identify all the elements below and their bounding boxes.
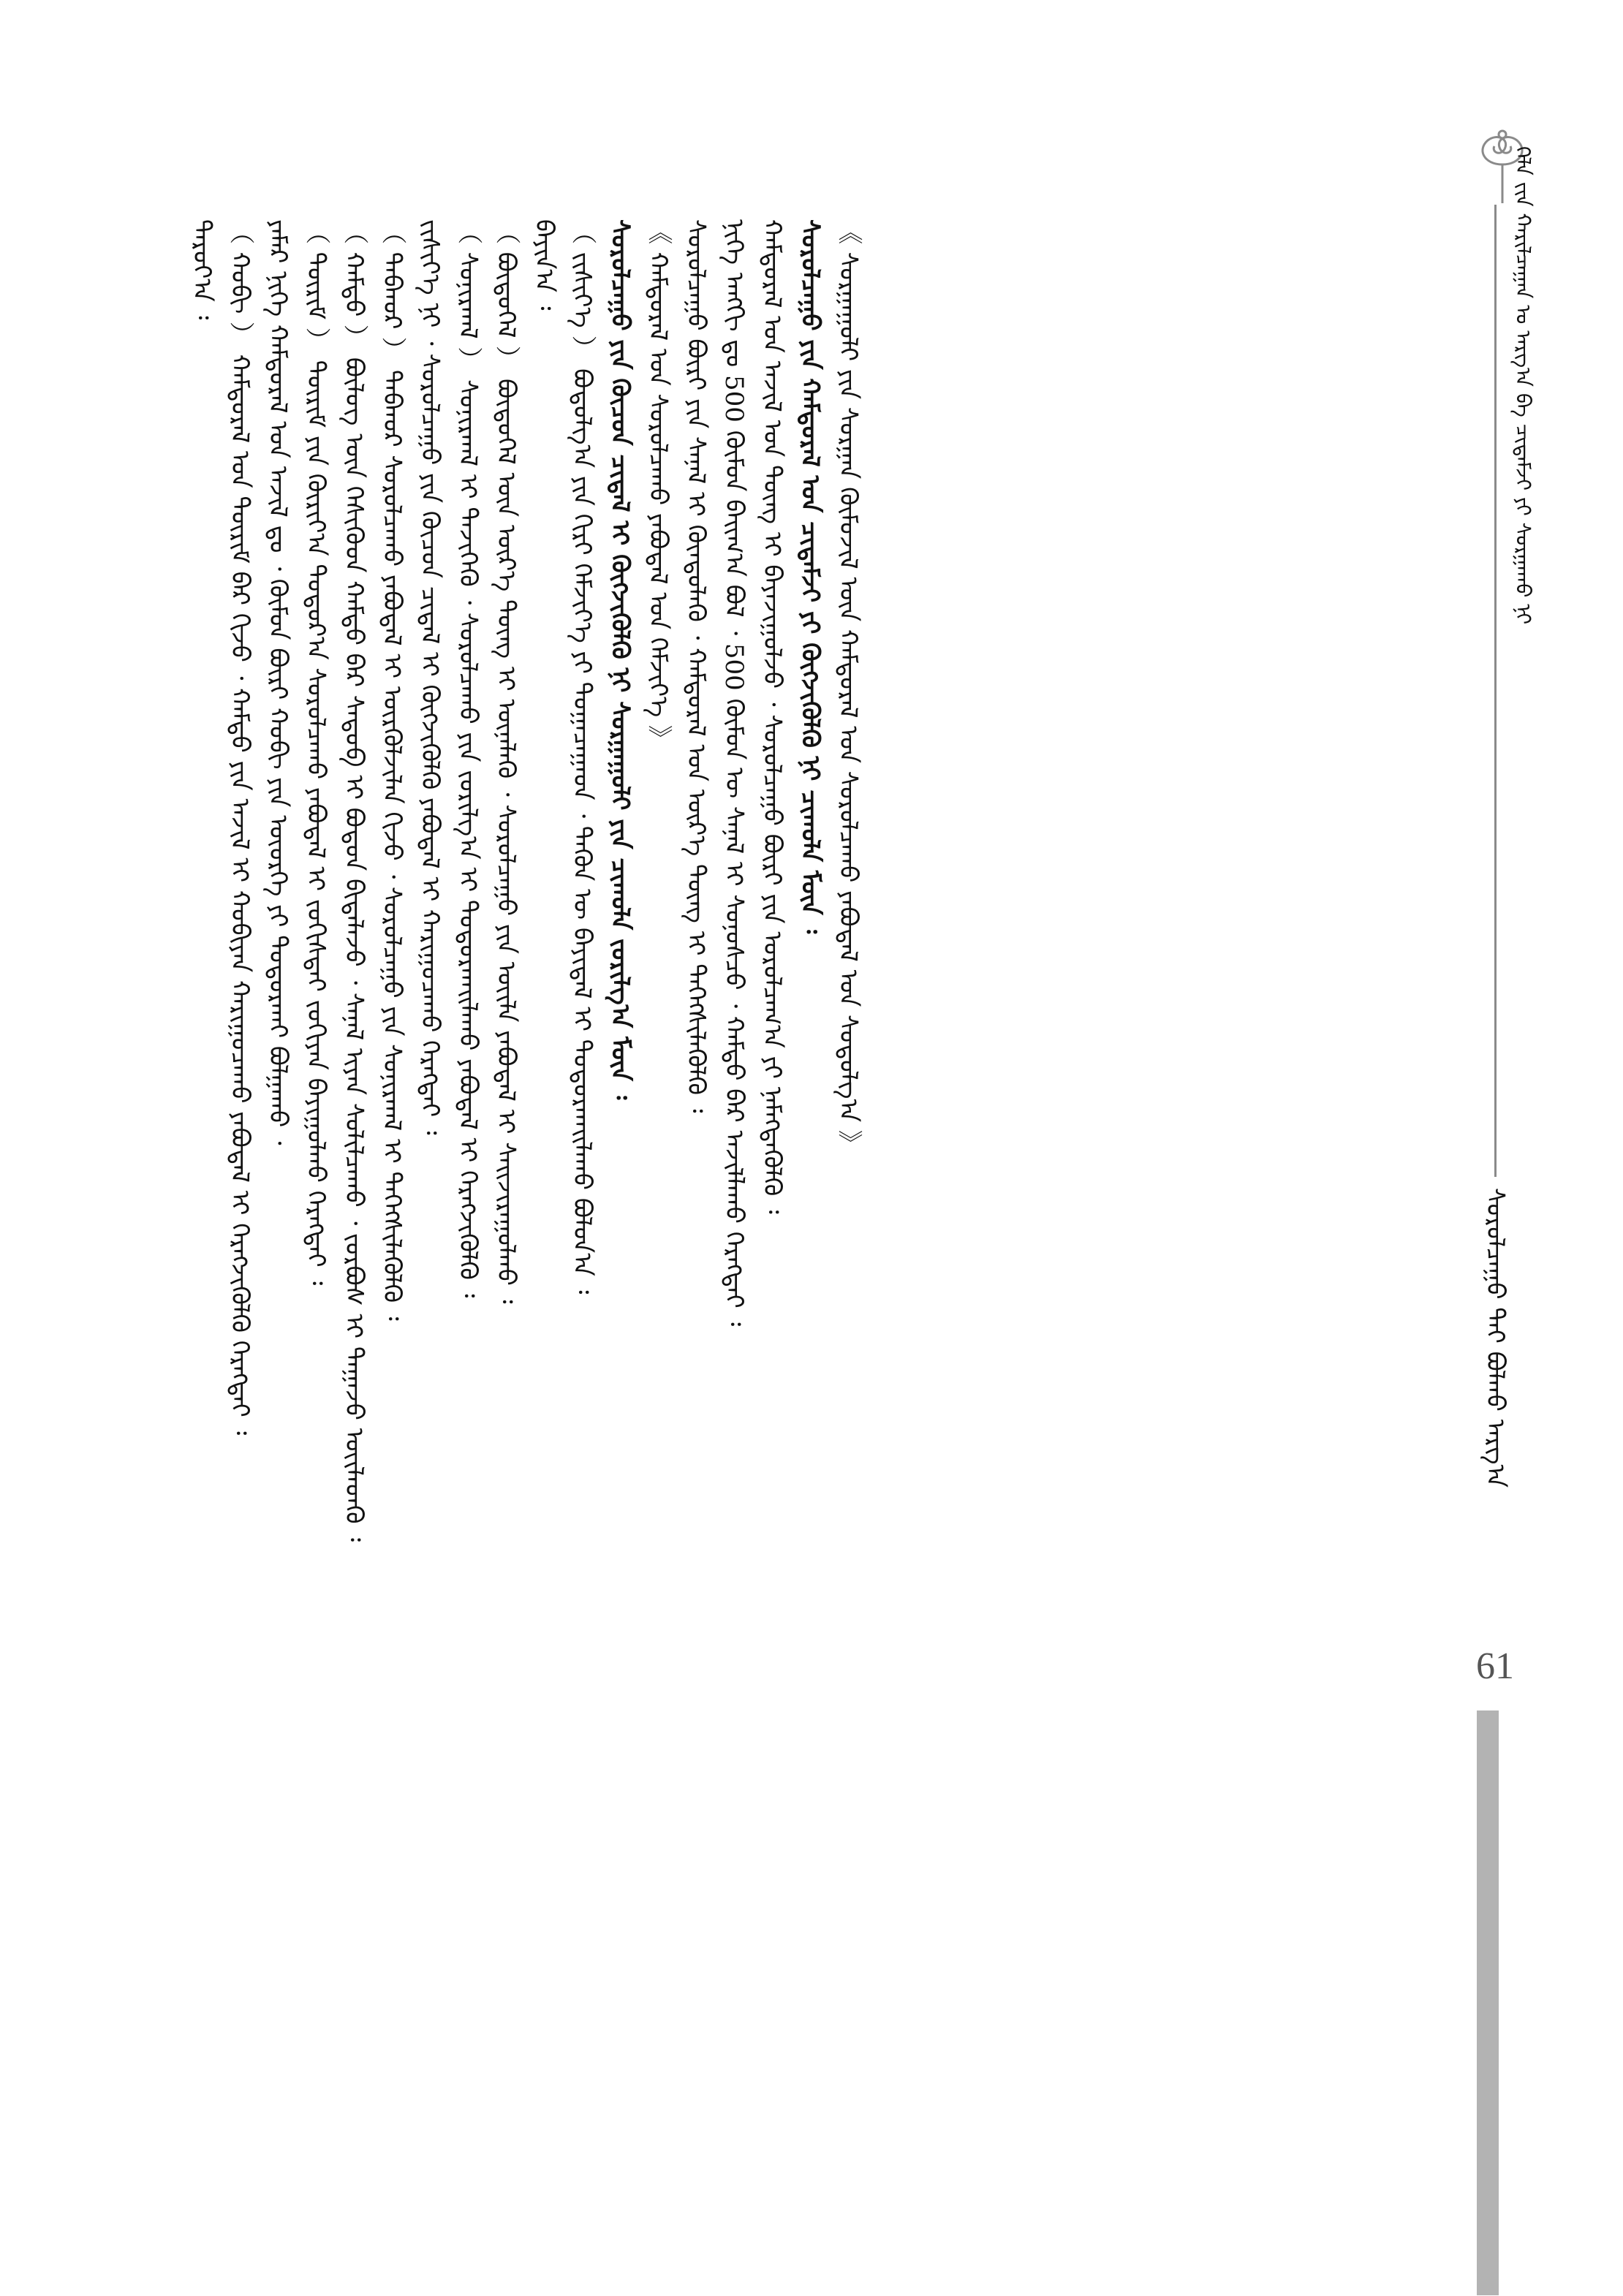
- page-edge-bar: [1477, 1710, 1499, 2295]
- text-column: ᠵᠢᠱᠢᠶ᠎ᠡ ᠨᠢ ᠂ ᠰᠤᠷᠤᠯᠴᠠᠭᠤ ᠶᠢᠨ ᠬᠦᠴᠦᠨ ᠴᠢᠳᠠᠯ ᠢ ᠬᠦᠭᠵᠢᠭᠦᠯᠬᠦ ᠶᠠᠪᠤᠳᠠᠯ ᠢ ᠬᠠᠷᠢᠭᠤᠴᠠᠬᠤ ᠬᠡᠷᠡᠭᠲᠡᠢ ᠄: [415, 219, 444, 1135]
- running-header-subtitle: ᠬᠡᠯᠡ ᠵᠢᠨ ᠬᠠᠷᠢᠯᠴᠠᠭᠠᠨ ᠤ ᠠᠷᠭ᠎ᠠ ᠪᠠ ᠴᠢᠳᠠᠮᠵᠢ ᠶᠢ ᠰᠤᠷᠭᠠᠬᠤ ᠨᠢ: [1511, 146, 1535, 625]
- text-column: （ ᠳᠠᠪᠬᠤᠷ ） ᠳᠠᠪᠬᠤᠷ ᠰᠤᠷᠤᠯᠴᠠᠬᠤ ᠶᠠᠪᠤᠳᠠᠯ ᠢ ᠦᠷᠭᠦᠯᠵᠢᠯᠡᠨ ᠬᠢᠵᠦ ᠂ ᠰᠤᠷᠤᠯᠴᠠᠭᠤ ᠶᠢᠨ ᠰᠣᠨᠢᠷᠬᠠᠯ ᠢ ᠳᠡᠭᠡᠭᠰᠢᠯᠡᠭᠦᠯᠬᠦ ᠄: [377, 219, 406, 1321]
- text-column: 《 ᠬᠠᠮᠲᠤᠷᠠᠯ ᠤᠨ ᠰᠤᠷᠤᠯᠴᠠᠬᠤ ᠶᠠᠪᠤᠳᠠᠯ ᠤᠨ ᠬᠡᠮᠵᠢᠶ᠎ᠡ 》: [643, 219, 673, 751]
- text-column: ᠶᠠᠮᠠᠷ ᠨᠢᠭᠡ ᠬᠠᠮᠲᠤᠷᠠᠯ ᠤᠨ ᠠᠵᠢᠯ ᠳᠤ ᠂ ᠬᠦᠮᠦᠨ ᠪᠦᠷᠢ ᠬᠤᠪᠢ ᠶᠢᠨ ᠦᠦᠷᠭᠡ ᠶᠢ ᠲᠣᠳᠣᠷᠬᠠᠢ ᠪᠣᠯᠭᠠᠬᠤ ᠂: [263, 219, 292, 1145]
- text-column: 《 ᠰᠤᠷᠭᠠᠭᠤᠯᠢ ᠶᠢᠨ ᠰᠤᠷᠭᠠᠨ ᠬᠦᠮᠦᠵᠢᠯ ᠦᠨ ᠬᠠᠮᠲᠤᠷᠠᠯ ᠤᠨ ᠰᠤᠷᠤᠯᠴᠠᠬᠤ ᠶᠠᠪᠤᠳᠠᠯ ᠤᠨ ᠰᠤᠳᠤᠯᠭ᠎ᠠ 》: [833, 219, 863, 1155]
- text-column: ᠰᠤᠷᠤᠯᠴᠠᠭᠤ ᠶᠢᠨ ᠬᠦᠴᠦᠨ ᠴᠢᠳᠠᠯ ᠢ ᠬᠦᠭᠵᠢᠭᠦᠯᠬᠦ ᠨᠢ ᠰᠤᠷᠭᠠᠭᠤᠯᠢ ᠶᠢᠨ ᠴᠢᠬᠤᠯᠠ ᠵᠣᠷᠢᠯᠭ᠎ᠠ ᠮᠥᠨ ᠄: [605, 219, 635, 1100]
- page-number: 61: [1476, 1645, 1514, 1687]
- text-column: ᠰᠤᠷᠤᠯᠴᠠᠭᠤ ᠪᠦᠷᠢ ᠶᠢᠨ ᠰᠠᠨᠠᠯ ᠢ ᠬᠦᠨᠳᠦᠯᠡᠬᠦ ᠂ ᠬᠠᠮᠲᠤᠷᠠᠯ ᠤᠨ ᠦᠷ᠎ᠡ ᠳᠦᠩ ᠢ ᠳᠡᠭᠡᠭᠰᠢᠯᠡᠭᠦᠯᠬᠦ ᠄: [681, 219, 711, 1113]
- text-column: ᠬᠠᠮᠲᠤᠷᠠᠯ ᠤᠨ ᠠᠵᠢᠯ ᠤᠨ ᠳᠦᠩ ᠢ ᠪᠠᠶᠠᠵᠢᠭᠤᠯᠵᠤ ᠂ ᠰᠤᠷᠤᠯᠴᠠᠭᠤ ᠪᠦᠷᠢ ᠶᠢᠨ ᠣᠷᠤᠯᠴᠠᠭ᠎ᠠ ᠶᠢ ᠨᠡᠮᠡᠭᠳᠡᠭᠦᠯᠬᠦ ᠄: [757, 219, 787, 1214]
- text-column: （ ᠬᠤᠪᠢ ） ᠬᠠᠮᠲᠤᠷᠠᠯ ᠤᠨ ᠳᠦᠷᠢᠮ ᠪᠠᠷ ᠬᠢᠵᠦ ᠂ ᠬᠠᠮᠲᠤ ᠶᠢᠨ ᠠᠵᠢᠯ ᠢ ᠬᠤᠪᠢᠶᠠᠨ ᠬᠠᠷᠢᠭᠤᠴᠠᠬᠤ ᠶᠠᠪᠤᠳᠠᠯ ᠢ ᠬᠡᠷᠡᠭᠵᠢᠭᠦᠯᠬᠦ ᠬᠡᠷᠡᠭᠲᠡᠢ ᠄: [225, 219, 254, 1436]
- body-text: [183, 219, 1396, 1849]
- text-column: （ ᠵᠢᠱᠢᠶ᠎ᠡ ） ᠪᠣᠳᠣᠯᠭ᠎ᠠ ᠶᠢᠨ ᠬᠢᠷᠢ ᠬᠡᠮᠵᠢᠶ᠎ᠡ ᠶᠢ ᠲᠣᠭᠠᠴᠠᠭᠠᠳ ᠂ ᠲᠡᠭᠦᠨ ᠦ ᠪᠠᠶᠢᠳᠠᠯ ᠢ ᠲᠣᠳᠣᠷᠬᠠᠢᠯᠠᠬᠤ ᠪᠣᠯᠣᠨ᠎ᠠ ᠄: [567, 219, 597, 1295]
- text-column: ᠰᠤᠷᠤᠯᠴᠠᠭᠤ ᠶᠢᠨ ᠬᠠᠮᠲᠤᠷᠠᠯ ᠤᠨ ᠴᠢᠳᠠᠮᠵᠢ ᠶᠢ ᠬᠦᠭᠵᠢᠭᠦᠯᠬᠦ ᠨᠢ ᠴᠢᠬᠤᠯᠠ ᠮᠥᠨ ᠄: [795, 219, 825, 934]
- text-column: ᠳᠠᠷᠤᠶ᠎ᠠ ᠄: [187, 219, 216, 320]
- text-column: （ ᠳᠦᠷᠢᠮ ） ᠳᠦᠷᠢᠮ ᠶᠢᠨ ᠬᠦᠷᠢᠶ᠎ᠡᠨ ᠳᠣᠲᠣᠷ᠎ᠠ ᠰᠤᠷᠤᠯᠴᠠᠬᠤ ᠶᠠᠪᠤᠳᠠᠯ ᠢ ᠵᠣᠬᠢᠰᠲᠠᠢ ᠵᠣᠬᠢᠶᠠᠨ ᠪᠠᠶᠢᠭᠤᠯᠬᠤ ᠬᠡᠷᠡᠭᠲᠡᠢ ᠄: [301, 219, 330, 1286]
- running-header-title: ᠰᠤᠷᠤᠯᠴᠠᠭᠤ ᠲᠠᠢ ᠪᠣᠯᠬᠤ ᠠᠷᠭ᠎ᠠ: [1480, 1188, 1510, 1488]
- text-column: ᠨᠢᠭᠡ ᠠᠩᠭᠢ ᠳᠤ 500 ᠬᠦᠮᠦᠨ ᠪᠠᠢᠭ᠎ᠠ ᠪᠣᠯ ᠂ 500 ᠬᠦᠮᠦᠨ ᠦ ᠰᠠᠨᠠᠯ ᠢ ᠰᠣᠨᠣᠰᠴᠤ ᠂ ᠬᠠᠮᠲᠤ ᠪᠡᠷ ᠠᠵᠢᠯᠯᠠᠬᠤ ᠬᠡᠷᠡᠭᠲᠡᠢ ᠄: [719, 219, 749, 1327]
- text-column: （ ᠰᠣᠨᠢᠷᠬᠠᠯ ） ᠰᠣᠨᠢᠷᠬᠠᠯ ᠢ ᠲᠡᠵᠢᠭᠡᠬᠦ ᠂ ᠰᠤᠷᠤᠯᠴᠠᠬᠤ ᠶᠢᠨ ᠵᠣᠷᠢᠯᠭ᠎ᠠ ᠢ ᠲᠣᠳᠣᠷᠬᠠᠢᠯᠠᠬᠤ ᠶᠠᠪᠤᠳᠠᠯ ᠢ ᠬᠡᠷᠡᠭᠵᠢᠭᠦᠯᠬᠦ ᠄: [453, 219, 483, 1298]
- text-column: （ ᠬᠠᠮᠲᠤ ） ᠪᠦᠯᠦᠭ ᠦᠨ ᠭᠡᠰᠢᠭᠦᠳ ᠬᠠᠮᠲᠤ ᠪᠡᠷ ᠰᠡᠳᠦᠪ ᠢ ᠪᠣᠳᠣᠨ ᠪᠢᠳᠠᠯᠠᠵᠤ ᠂ ᠰᠠᠨᠠᠯ ᠢᠶᠠᠨ ᠰᠣᠯᠢᠯᠴᠠᠬᠤ ᠂ ᠵᠤᠷᠪᠤᠰ ᠢ ᠳᠠᠭᠠᠵᠤ ᠦᠢᠯᠡᠳᠬᠦ ᠄: [339, 219, 368, 1542]
- text-column: ᠪᠠᠶᠢᠨ᠎ᠠ ᠄: [529, 219, 559, 311]
- text-column: （ ᠪᠦᠲᠦᠭᠡᠯ ） ᠪᠦᠲᠦᠭᠡᠯ ᠦᠨ ᠦᠷ᠎ᠡ ᠳᠦᠩ ᠢ ᠦᠨᠡᠯᠡᠬᠦ ᠂ ᠰᠤᠷᠤᠯᠴᠠᠭᠤ ᠶᠢᠨ ᠦᠢᠯᠡ ᠶᠠᠪᠤᠳᠠᠯ ᠢ ᠰᠠᠢᠵᠢᠷᠠᠭᠤᠯᠬᠤ ᠄: [491, 219, 521, 1304]
- header-rule: [1494, 205, 1497, 1177]
